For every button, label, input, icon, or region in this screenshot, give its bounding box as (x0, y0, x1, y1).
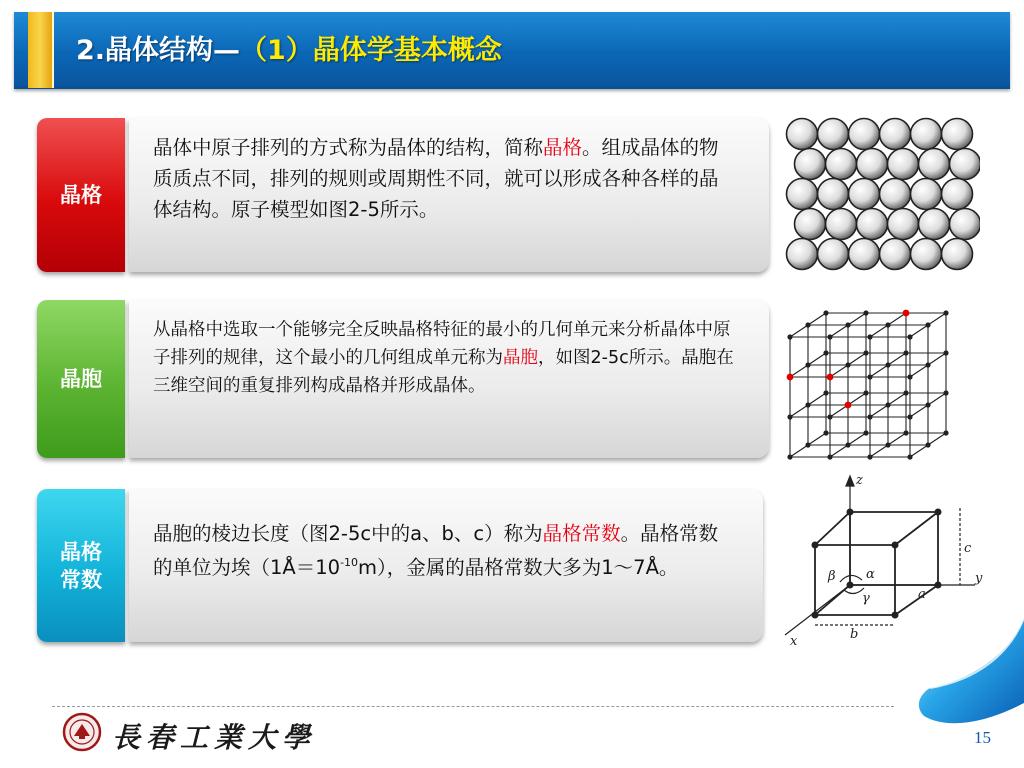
lattice-line (848, 353, 866, 365)
lattice-node (903, 430, 908, 435)
lattice-constant-text-c: m），金属的晶格常数大多为1～7Å。 (358, 556, 679, 579)
atom-sphere (880, 179, 911, 210)
atom-sphere (857, 209, 888, 240)
lattice-node (845, 442, 850, 447)
atom-sphere (911, 239, 942, 270)
lattice-node-highlight (903, 310, 910, 317)
lattice-node-highlight (827, 374, 834, 381)
lattice-line (808, 433, 826, 445)
lattice-node (805, 322, 810, 327)
atom-sphere (826, 149, 857, 180)
lattice-lines (790, 313, 946, 457)
lattice-node (805, 442, 810, 447)
atom-sphere (818, 239, 849, 270)
university-name: 長春工業大學 (112, 721, 317, 754)
lattice-line (790, 445, 808, 457)
lattice-node (925, 322, 930, 327)
lattice-constant-text-a: 晶胞的棱边长度（图2-5c中的a、b、c）称为 (153, 522, 543, 545)
lattice-node (903, 390, 908, 395)
lattice-line (848, 433, 866, 445)
section-label-unit-cell (37, 300, 125, 458)
lattice-node-highlight (845, 402, 852, 409)
section-label-unit-cell-text: 晶胞 (60, 367, 102, 391)
unit-cell-term: 晶胞 (503, 348, 538, 368)
page-number: 15 (974, 728, 991, 747)
section-label-lattice-text: 晶格 (60, 183, 102, 207)
lattice-line (870, 365, 888, 377)
lattice-line (888, 393, 906, 405)
lattice-line (910, 445, 928, 457)
atom-sphere (880, 239, 911, 270)
atom-sphere (826, 209, 857, 240)
lattice-node (885, 442, 890, 447)
lattice-constant-label-line2: 常数 (60, 567, 102, 592)
lattice-node (863, 310, 868, 315)
lattice-node (907, 334, 912, 339)
angle-label-gamma: γ (862, 591, 870, 606)
lattice-node (823, 310, 828, 315)
lattice-line (808, 313, 826, 325)
lattice-line (910, 365, 928, 377)
atom-sphere (950, 209, 981, 240)
lattice-node (885, 402, 890, 407)
lattice-node (845, 322, 850, 327)
lattice-line (870, 325, 888, 337)
university-logo-icon (62, 712, 102, 752)
atom-spheres (787, 119, 981, 270)
lattice-paragraph (153, 132, 729, 225)
footer-divider (52, 706, 894, 707)
lattice-node (925, 402, 930, 407)
lattice-node (787, 454, 792, 459)
atom-model-figure (780, 112, 980, 277)
lattice-node (925, 362, 930, 367)
section-text-lattice (129, 118, 769, 272)
lattice-node (943, 430, 948, 435)
atom-sphere (849, 239, 880, 270)
lattice-node (907, 414, 912, 419)
page-curl-decoration (900, 608, 1024, 768)
edge-label-c: c (964, 541, 972, 556)
lattice-node (925, 442, 930, 447)
lattice-node (907, 454, 912, 459)
lattice-node (863, 350, 868, 355)
lattice-node (943, 390, 948, 395)
lattice-node (863, 430, 868, 435)
atom-sphere (942, 239, 973, 270)
lattice-node (845, 362, 850, 367)
atom-sphere (787, 179, 818, 210)
lattice-node (805, 402, 810, 407)
lattice-line (928, 313, 946, 325)
atom-sphere (787, 119, 818, 150)
edge-label-b: b (850, 627, 859, 642)
lattice-node (787, 334, 792, 339)
atom-sphere (888, 149, 919, 180)
slide-title (76, 28, 502, 68)
lattice-node-highlight (787, 374, 794, 381)
atom-sphere (880, 119, 911, 150)
atom-sphere (857, 149, 888, 180)
unit-cell-paragraph (153, 316, 739, 400)
section-text-lattice-constant (129, 489, 763, 642)
atom-sphere (950, 149, 981, 180)
lattice-node (885, 362, 890, 367)
lattice-line (870, 405, 888, 417)
lattice-node (903, 350, 908, 355)
angle-label-alpha: α (866, 567, 875, 582)
lattice-line (910, 405, 928, 417)
atom-sphere (919, 149, 950, 180)
crystal-lattice-figure (770, 292, 970, 464)
atom-sphere (795, 149, 826, 180)
atom-sphere (911, 119, 942, 150)
lattice-node (867, 454, 872, 459)
lattice-node (885, 322, 890, 327)
lattice-node (867, 334, 872, 339)
atom-sphere (795, 209, 826, 240)
unit-cell-text-b: ，如图2-5c所示。晶胞在三维空间的重复排列构成晶格并形成晶体。 (153, 348, 734, 396)
lattice-line (928, 433, 946, 445)
lattice-node (863, 390, 868, 395)
section-text-unit-cell (129, 300, 769, 458)
lattice-line (888, 353, 906, 365)
edge-label-a: a (918, 587, 926, 602)
lattice-line (830, 325, 848, 337)
lattice-node (867, 414, 872, 419)
lattice-text-b: 。组成晶体的物质质点不同，排列的规则或周期性不同，就可以形成各种各样的晶体结构。原子模型如图2-5所示。 (153, 136, 719, 221)
lattice-line (910, 325, 928, 337)
lattice-constant-exponent: -10 (340, 556, 359, 569)
lattice-line (870, 445, 888, 457)
title-accent-bar (28, 12, 54, 88)
atom-sphere (919, 209, 950, 240)
lattice-node (823, 430, 828, 435)
atom-sphere (849, 179, 880, 210)
lattice-constant-term: 晶格常数 (542, 522, 621, 545)
lattice-line (808, 393, 826, 405)
lattice-nodes (787, 310, 949, 460)
lattice-constant-label-line1: 晶格 (60, 539, 102, 564)
lattice-node (827, 334, 832, 339)
lattice-line (928, 353, 946, 365)
lattice-line (808, 353, 826, 365)
lattice-line (848, 313, 866, 325)
axis-label-y: y (975, 571, 983, 586)
atom-sphere (942, 179, 973, 210)
lattice-node (943, 350, 948, 355)
lattice-node (805, 362, 810, 367)
lattice-line (888, 433, 906, 445)
lattice-line (790, 325, 808, 337)
lattice-constant-text-b: 。晶格常数的单位为埃（1Å＝10 (153, 522, 719, 579)
slide-title-highlight: （1）晶体学基本概念 (240, 35, 502, 66)
slide-title-prefix: 2.晶体结构— (76, 35, 241, 66)
lattice-line (790, 405, 808, 417)
lattice-node (943, 310, 948, 315)
lattice-term: 晶格 (543, 136, 583, 159)
atom-sphere (787, 239, 818, 270)
lattice-node (907, 374, 912, 379)
section-label-lattice-constant (37, 489, 125, 642)
atom-sphere (942, 119, 973, 150)
section-label-lattice (37, 118, 125, 272)
lattice-text-a: 晶体中原子排列的方式称为晶体的结构，简称 (153, 136, 544, 159)
angle-label-beta: β (828, 569, 836, 584)
atom-sphere (911, 179, 942, 210)
atom-sphere (818, 119, 849, 150)
lattice-node (787, 414, 792, 419)
axis-label-z: z (856, 473, 863, 488)
lattice-line (928, 393, 946, 405)
lattice-node (823, 350, 828, 355)
atom-sphere (818, 179, 849, 210)
unit-cell-text-a: 从晶格中选取一个能够完全反映晶格特征的最小的几何单元来分析晶体中原子排列的规律，这个最小的几何组成单元称为 (153, 320, 731, 368)
lattice-line (830, 445, 848, 457)
axis-label-x: x (790, 634, 798, 649)
lattice-constant-paragraph (153, 517, 733, 585)
atom-sphere (888, 209, 919, 240)
lattice-node (823, 390, 828, 395)
lattice-node (827, 414, 832, 419)
atom-sphere (849, 119, 880, 150)
lattice-node (827, 454, 832, 459)
lattice-node (867, 374, 872, 379)
